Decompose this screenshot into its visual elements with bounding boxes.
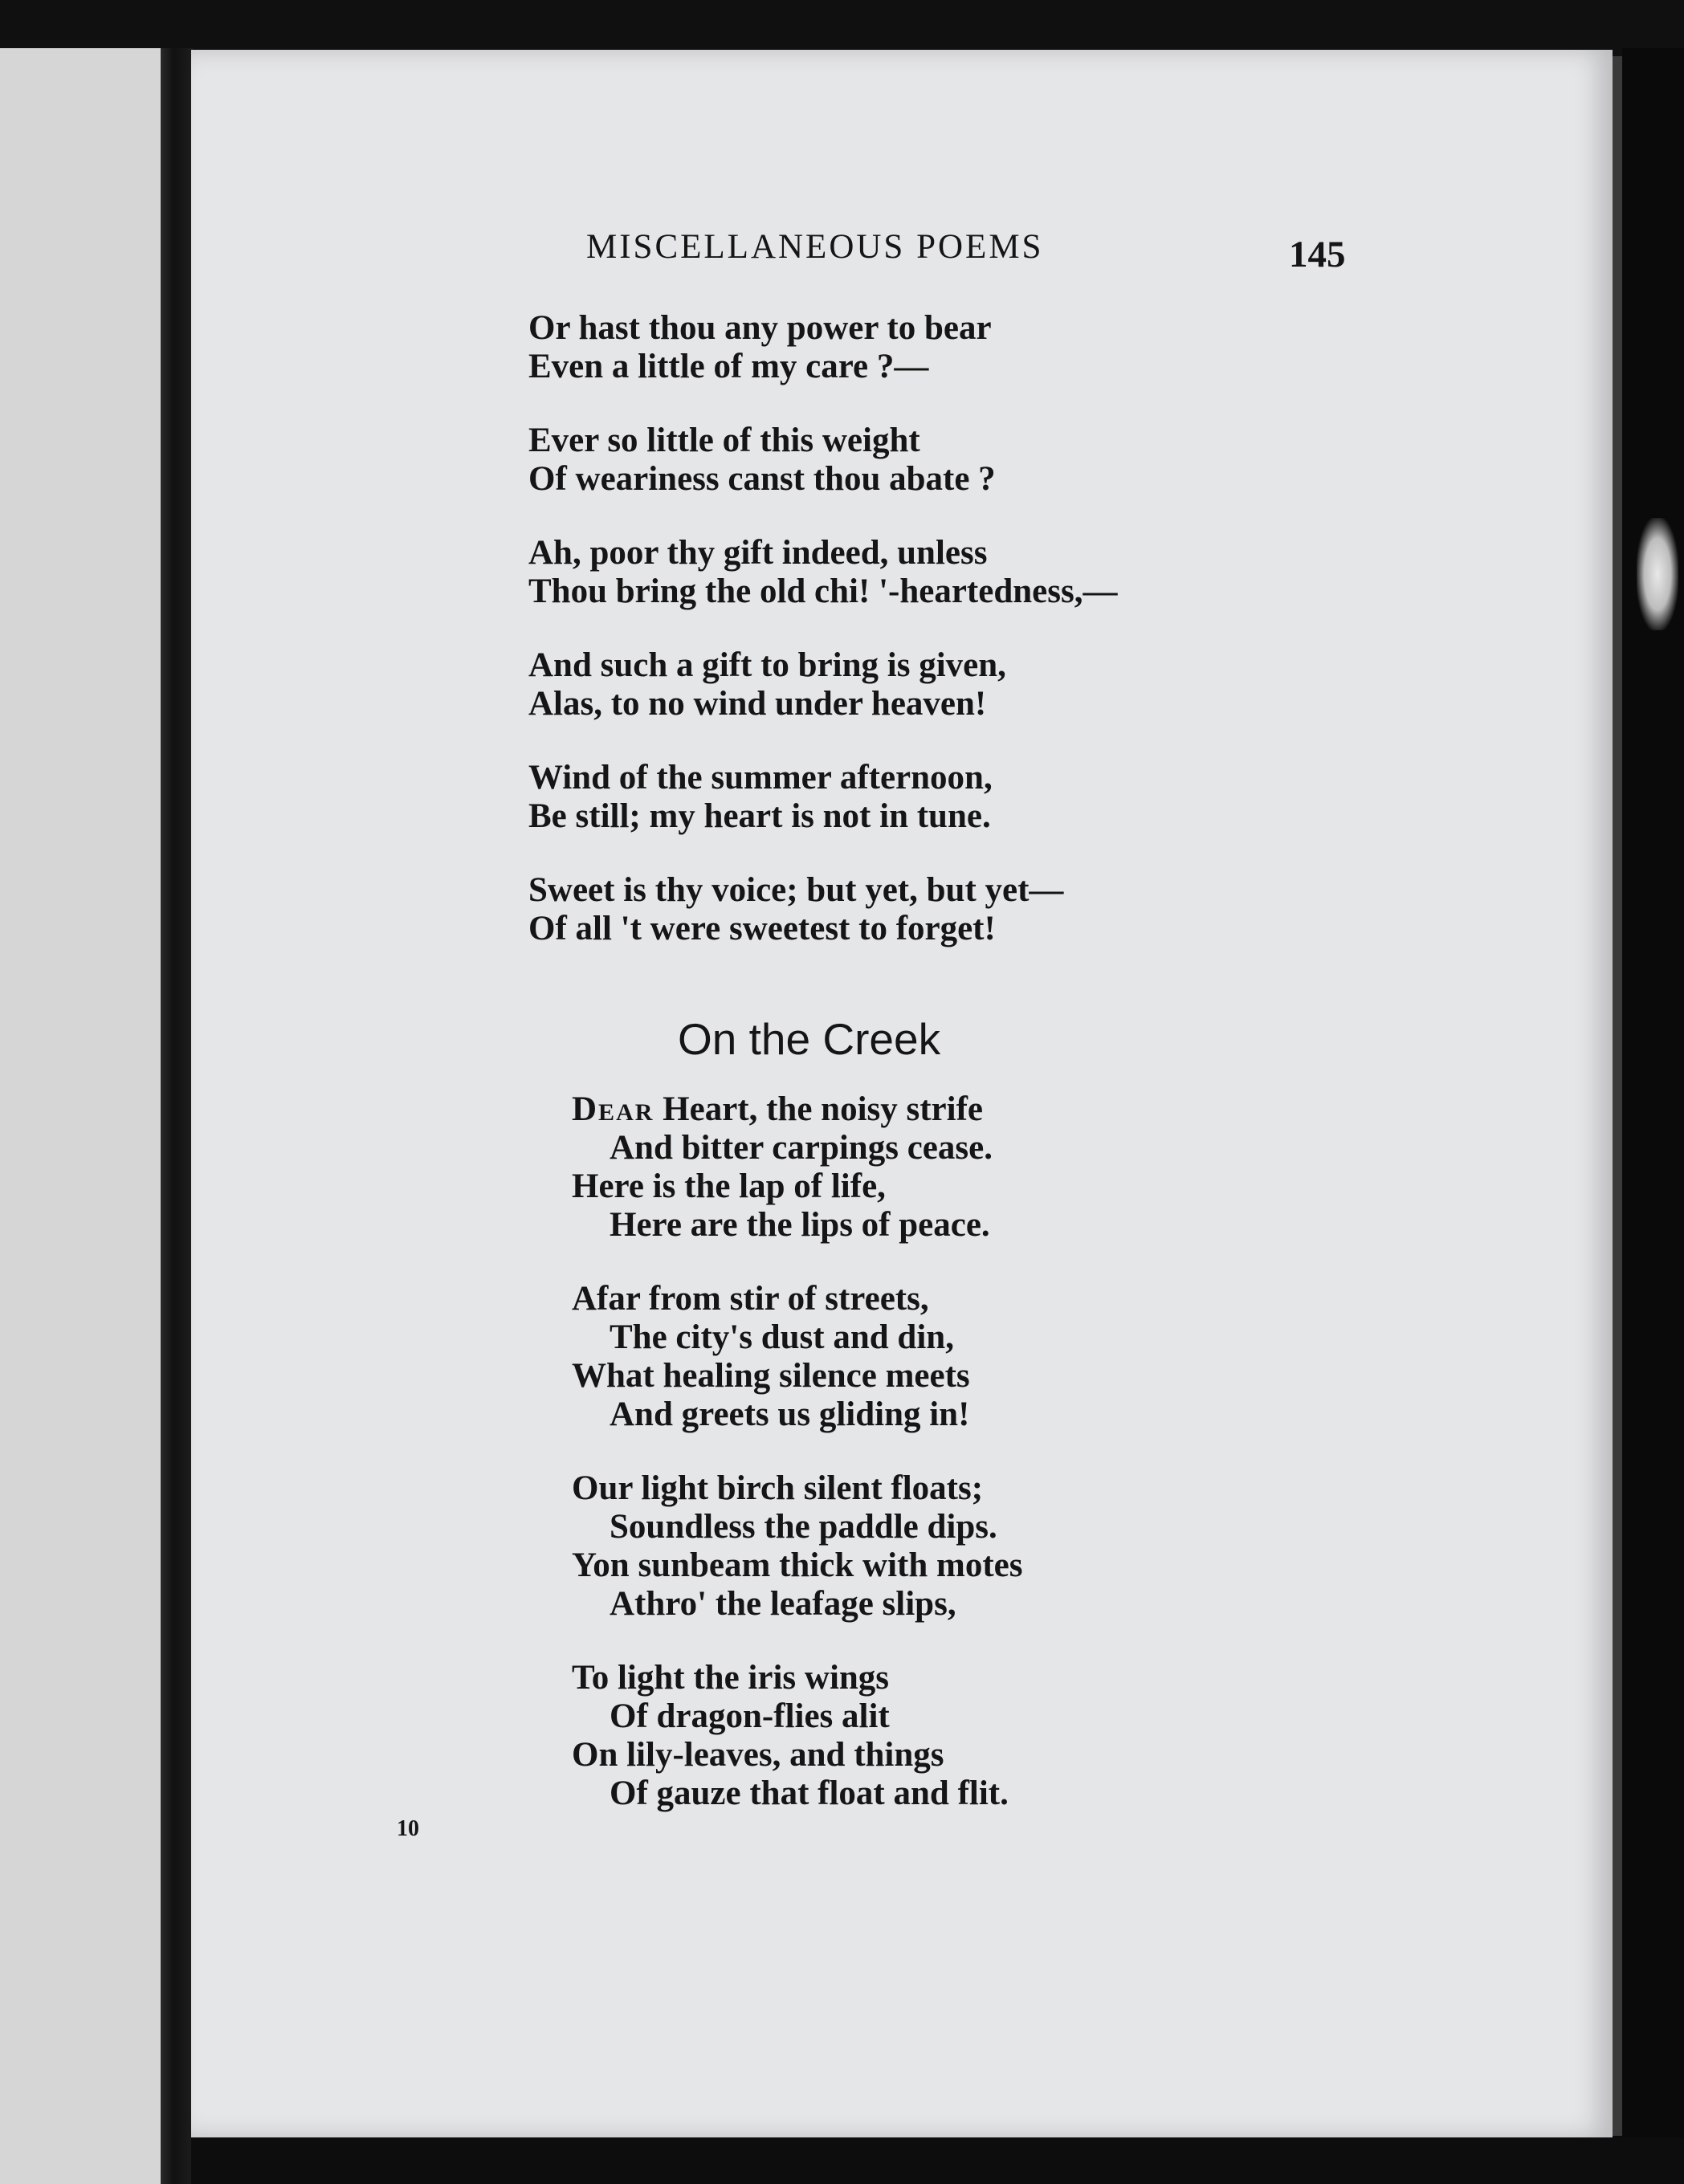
stanza — [572, 1659, 1295, 1813]
scan-speckle — [1637, 518, 1678, 630]
verse-line: Or hast thou any power to bear — [528, 309, 992, 347]
verse-line: Of dragon-flies alit — [610, 1697, 890, 1735]
stanza — [528, 646, 1251, 723]
poem-on-the-creek — [572, 1090, 1295, 1848]
verse-line: And such a gift to bring is given, — [528, 646, 1006, 684]
verse-line: And greets us gliding in! — [610, 1396, 970, 1433]
verse-line: Ever so little of this weight — [528, 422, 920, 459]
poem-title: On the Creek — [678, 1014, 941, 1064]
page-right-edge — [1613, 56, 1622, 2136]
verse-line: The city's dust and din, — [610, 1318, 954, 1356]
stanza — [528, 534, 1251, 611]
verse-line: Here are the lips of peace. — [610, 1206, 990, 1244]
verse-line: Alas, to no wind under heaven! — [528, 685, 987, 723]
verse-line: And bitter carpings cease. — [610, 1129, 993, 1167]
verse-line: Even a little of my care ?— — [528, 348, 929, 385]
signature-mark: 10 — [397, 1816, 419, 1841]
verse-line: Ah, poor thy gift indeed, unless — [528, 534, 988, 572]
verse-line: Yon sunbeam thick with motes — [572, 1546, 1023, 1584]
poem-continued — [528, 309, 1251, 984]
stanza — [528, 759, 1251, 836]
verse-line: To light the iris wings — [572, 1659, 890, 1697]
scan-right-border — [1622, 48, 1684, 2184]
verse-line: Our light birch silent floats; — [572, 1469, 984, 1507]
book-gutter — [161, 48, 193, 2184]
stanza — [572, 1090, 1295, 1245]
verse-line: Afar from stir of streets, — [572, 1280, 929, 1318]
running-head: MISCELLANEOUS POEMS — [586, 228, 1044, 266]
verse-line: Be still; my heart is not in tune. — [528, 797, 991, 835]
scan-bottom-border — [191, 2137, 1684, 2184]
verse-line: Sweet is thy voice; but yet, but yet— — [528, 871, 1064, 909]
verse-line: Athro' the leafage slips, — [610, 1585, 956, 1623]
verse-line: On lily-leaves, and things — [572, 1736, 944, 1774]
verse-line: What healing silence meets — [572, 1357, 970, 1395]
verse-line: Of gauze that float and flit. — [610, 1774, 1009, 1812]
stanza — [528, 871, 1251, 948]
verse-line-rest: Heart, the noisy strife — [654, 1090, 983, 1128]
page-number: 145 — [1289, 234, 1346, 275]
verse-line — [572, 1090, 1295, 1129]
stanza — [528, 422, 1251, 499]
stanza — [572, 1469, 1295, 1624]
verse-line: Wind of the summer afternoon, — [528, 759, 993, 797]
verse-line: Of all 't were sweetest to forget! — [528, 910, 996, 947]
verse-line: Soundless the paddle dips. — [610, 1508, 997, 1546]
facing-page-edge — [0, 48, 161, 2184]
opening-word: Dear — [572, 1090, 654, 1128]
stanza — [528, 309, 1251, 386]
stanza — [572, 1280, 1295, 1434]
verse-line: Thou bring the old chi! '-heartedness,— — [528, 572, 1118, 610]
scan-top-border — [0, 0, 1684, 56]
verse-line: Of weariness canst thou abate ? — [528, 460, 996, 498]
verse-line: Here is the lap of life, — [572, 1167, 886, 1205]
